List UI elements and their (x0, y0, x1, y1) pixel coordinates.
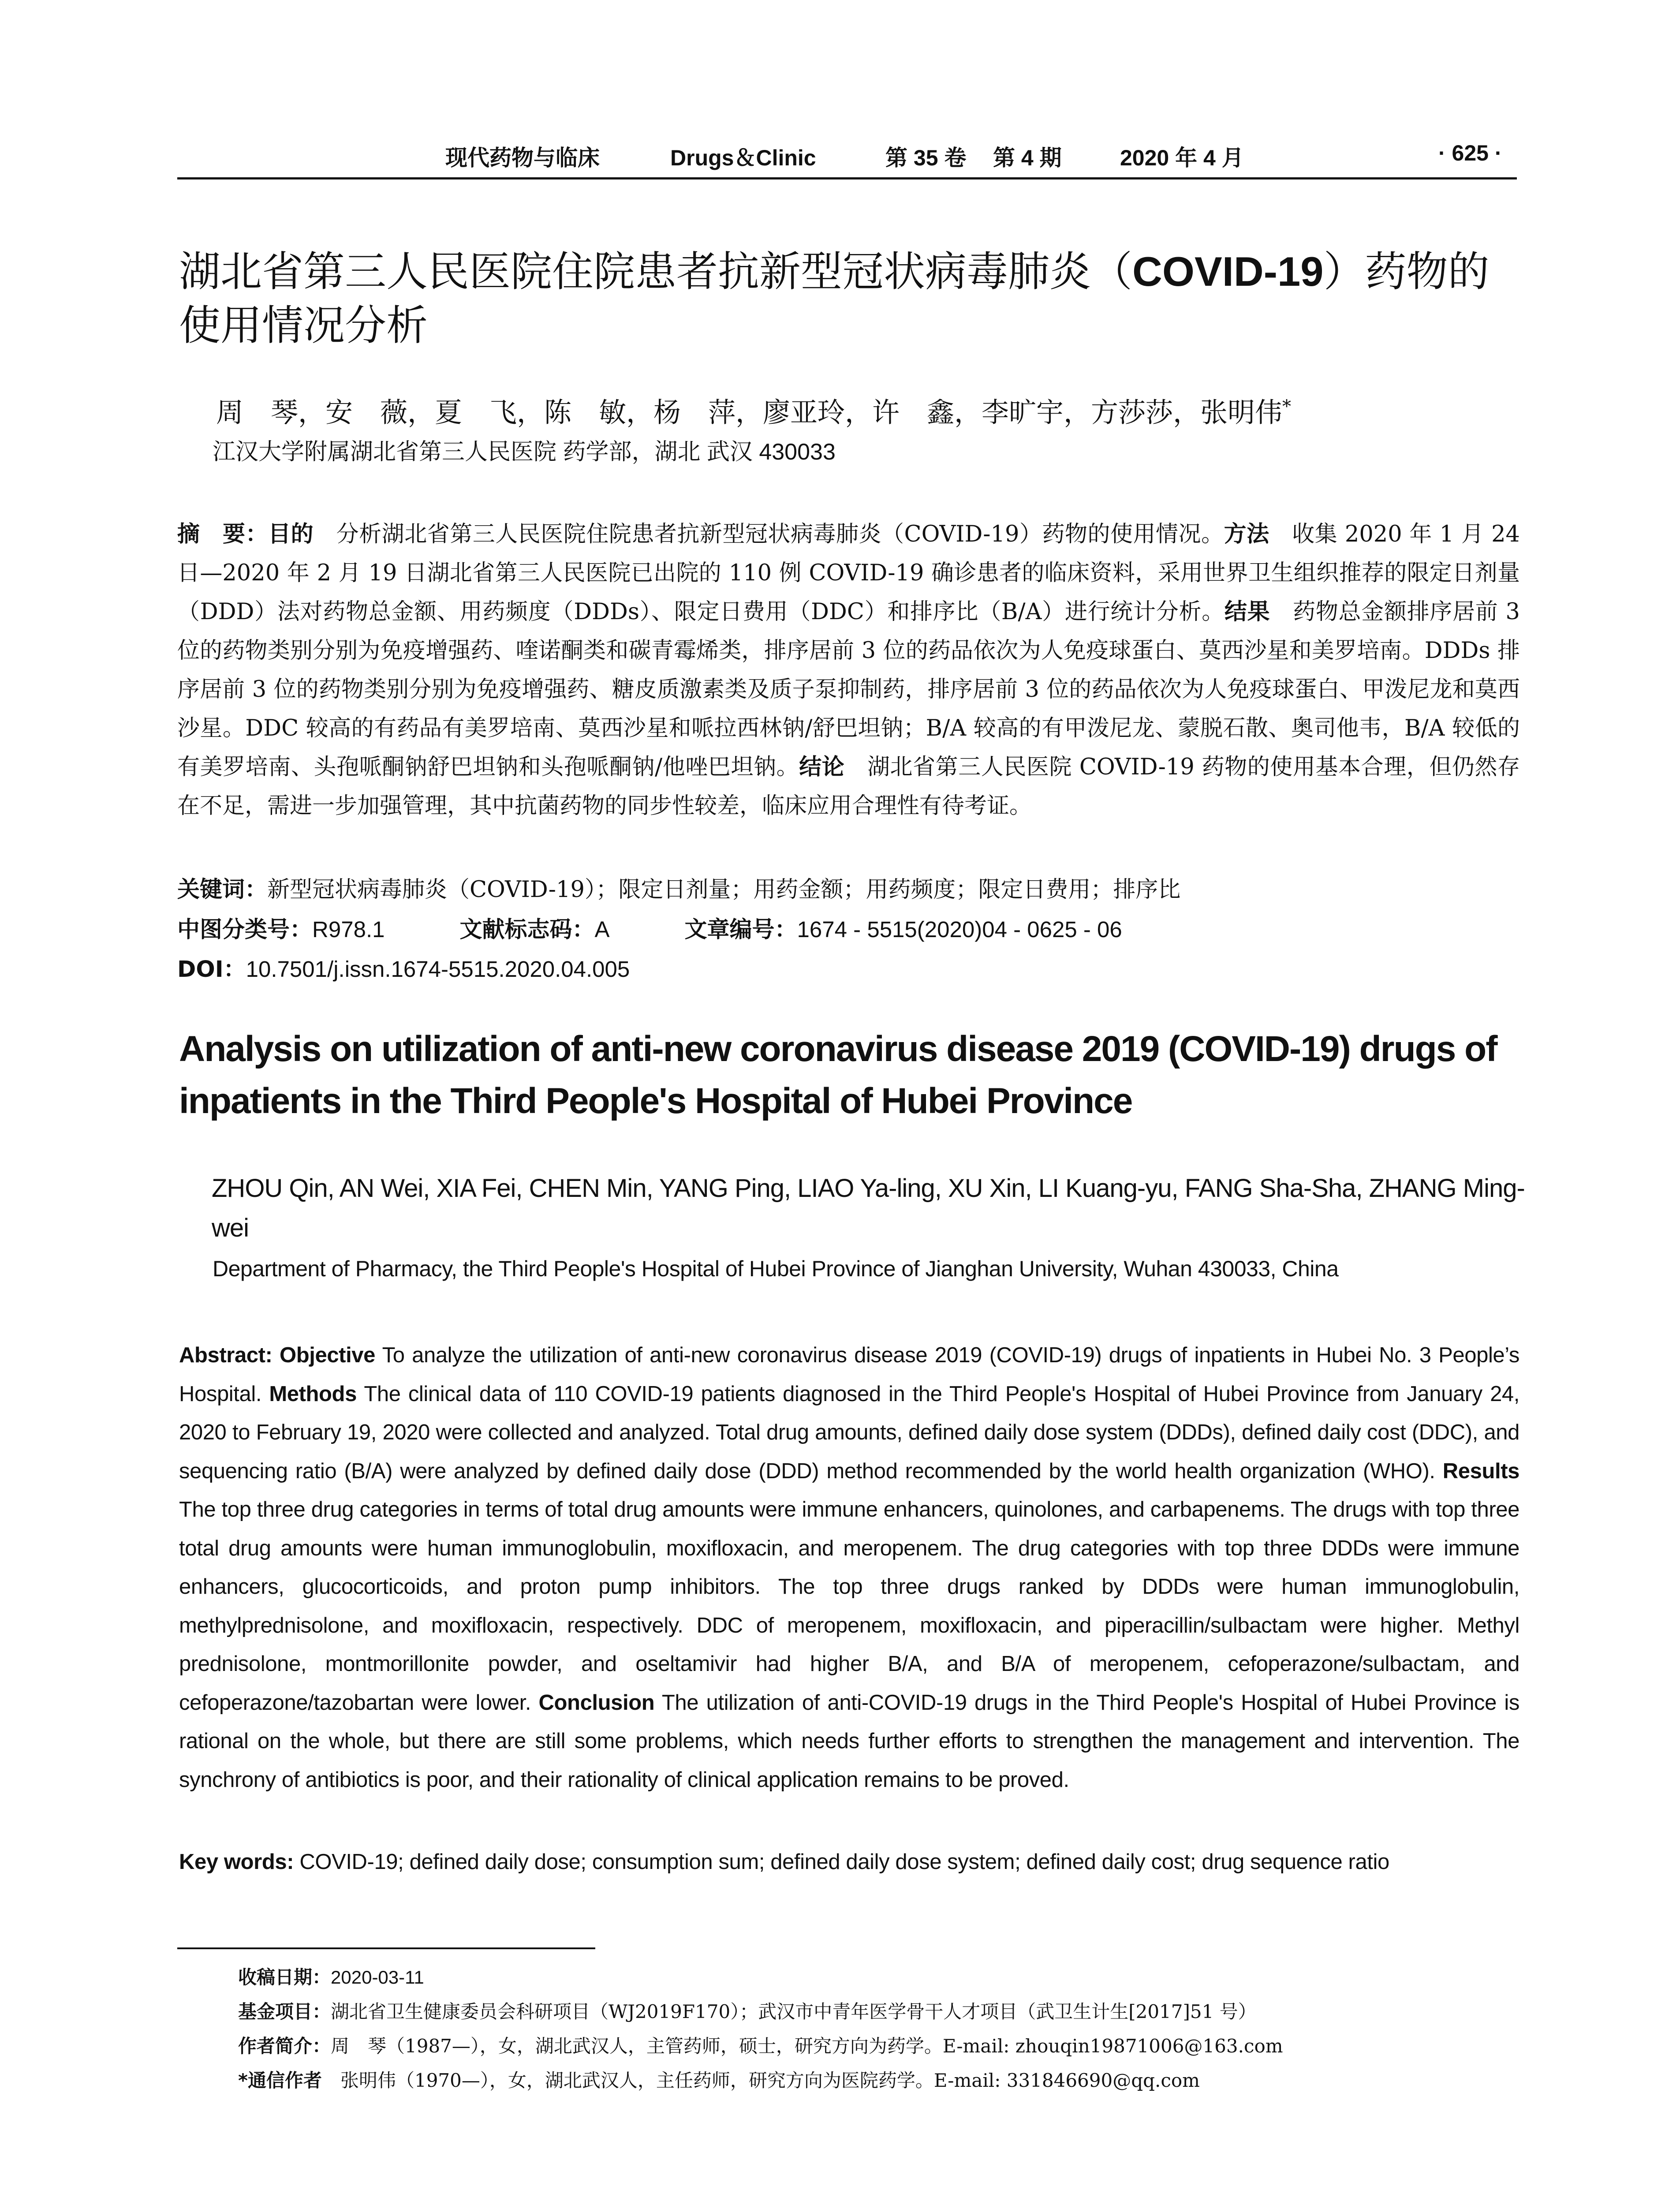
en-objective-text: To analyze the utilization of anti-new coronavirus disease 2019 (COVID-19) drugs of inpatients in Hubei No. 3 People’s Hospital. (179, 1343, 1519, 1406)
en-keywords (179, 1844, 1519, 1880)
cn-keywords-label: 关键词： (177, 877, 268, 903)
en-affiliation: Department of Pharmacy, the Third People's Hospital of Hubei Province of Jianghan University, Wuhan 430033, China (213, 1256, 1339, 1281)
author-bio-label: 作者简介： (238, 2035, 331, 2057)
article-no-value: 1674 - 5515(2020)04 - 0625 - 06 (797, 917, 1122, 942)
cn-methods-label: 方法 (1224, 521, 1269, 547)
en-methods-label: Methods (269, 1382, 357, 1406)
en-authors: ZHOU Qin, AN Wei, XIA Fei, CHEN Min, YANG Ping, LIAO Ya-ling, XU Xin, LI Kuang-yu, FANG Sha-Sha, ZHANG Ming-wei (212, 1174, 1525, 1242)
header-page-number: · 625 · (1438, 141, 1502, 165)
en-conclusion-text: The utilization of anti-COVID-19 drugs in the Third People's Hospital of Hubei Province is rational on the whole, but there are still some problems, which needs further efforts to strengthen the management and intervention. The synchrony of antibiotics is poor, and their rationality of clinical application remains to be proved. (179, 1690, 1520, 1792)
received-label: 收稿日期： (238, 1966, 331, 1988)
cn-conclusion-text: 湖北省第三人民医院 COVID-19 药物的使用基本合理，但仍然存在不足，需进一步加强管理，其中抗菌药物的同步性较差，临床应用合理性有待考证。 (177, 754, 1520, 819)
doc-code-label: 文献标志码： (459, 917, 595, 943)
cn-results-text: 药物总金额排序居前 3 位的药物类别分别为免疫增强药、喹诺酮类和碳青霉烯类，排序居前 3 位的药品依次为人免疫球蛋白、莫西沙星和美罗培南。DDDs 排序居前 3 位的药物类别分别为免疫增强药、糖皮质激素类及质子泵抑制药，排序居前 3 位的药品依次为人免疫球蛋白、甲泼尼龙和莫西沙星。DDC 较高的有药品有美罗培南、莫西沙星和哌拉西林钠/舒巴坦钠；B/A 较高的有甲泼尼龙、蒙脱石散、奥司他韦，B/A 较低的有美罗培南、头孢哌酮钠舒巴坦钠和头孢哌酮钠/他唑巴坦钠。 (177, 599, 1520, 780)
clc-value: R978.1 (312, 917, 385, 942)
en-results-text: The top three drug categories in terms of total drug amounts were immune enhancers, quinolones, and carbapenems. The drugs with top three total drug amounts were human immunoglobulin, moxifloxacin, and meropenem. The drug categories with top three DDDs were immune enhancers, glucocorticoids, and proton pump inhibitors. The top three drugs ranked by DDDs were human immunoglobulin, methylprednisolone, and moxifloxacin, respectively. DDC of meropenem, moxifloxacin, and piperacillin/sulbactam were higher. Methyl prednisolone, montmorillonite powder, and oseltamivir had higher B/A, and B/A of meropenem, cefoperazone/sulbactam, and cefoperazone/tazobartan were lower. (179, 1498, 1519, 1715)
header-journal-en: Drugs＆Clinic (670, 146, 816, 170)
footnote-rule (177, 1947, 595, 1949)
cn-abstract-label: 摘 要： (177, 521, 269, 547)
en-conclusion-label: Conclusion (538, 1690, 655, 1715)
cn-title-part2: ）药物的使用情况分析 (179, 248, 1490, 350)
fund-label: 基金项目： (238, 2001, 331, 2022)
en-methods-text: The clinical data of 110 COVID-19 patients diagnosed in the Third People's Hospital of Hubei Province from January 24, 2020 to February 19, 2020 were collected and analyzed. Total drug amounts, defined daily dose system (DDDs), defined daily cost (DDC), and sequencing ratio (B/A) were analyzed by defined daily dose (DDD) method recommended by the world health organization (WHO). (179, 1382, 1519, 1483)
corresponding-value: 张明伟（1970—），女，湖北武汉人，主任药师，研究方向为医院药学。E-mail: 331846690@qq.com (321, 2070, 1200, 2091)
header-volume: 第 35 卷 (885, 146, 967, 170)
cn-methods-text: 收集 2020 年 1 月 24 日—2020 年 2 月 19 日湖北省第三人民医院已出院的 110 例 COVID-19 确诊患者的临床资料，采用世界卫生组织推荐的限定日剂量（DDD）法对药物总金额、用药频度（DDDs）、限定日费用（DDC）和排序比（B/A）进行统计分析。 (177, 521, 1520, 625)
en-abstract (179, 1336, 1519, 1799)
clc-label: 中图分类号： (177, 917, 313, 943)
doi-line (177, 952, 1520, 987)
en-title: Analysis on utilization of anti-new coronavirus disease 2019 (COVID-19) drugs of inpatients in the Third People's Hospital of Hubei Province (179, 1029, 1497, 1121)
cn-results-label: 结果 (1224, 599, 1270, 625)
en-results-label: Results (1442, 1459, 1519, 1483)
cn-affiliation: 江汉大学附属湖北省第三人民医院 药学部，湖北 武汉 430033 (213, 439, 836, 465)
corresponding-author-mark: * (1282, 396, 1292, 417)
footnote-author (238, 2033, 1517, 2059)
cn-keywords (177, 872, 1520, 908)
cn-classification-line (177, 912, 1520, 948)
cn-conclusion-label: 结论 (799, 754, 845, 780)
header-date: 2020 年 4 月 (1120, 146, 1244, 170)
article-no-label: 文章编号： (684, 917, 797, 943)
doc-code-value: A (594, 917, 610, 942)
en-keywords-text: COVID-19; defined daily dose; consumption sum; defined daily dose system; defined daily cost; drug sequence ratio (299, 1850, 1389, 1874)
header-rule (177, 177, 1517, 179)
footnote-fund (238, 1999, 1517, 2025)
cn-objective-text: 分析湖北省第三人民医院住院患者抗新型冠状病毒肺炎（COVID-19）药物的使用情况。 (314, 521, 1224, 547)
received-value: 2020-03-11 (331, 1967, 424, 1988)
cn-objective-label: 目的 (268, 521, 314, 547)
footnote-received (238, 1964, 1517, 1991)
doi-label: DOI： (177, 957, 246, 983)
corresponding-label: *通信作者 (238, 2070, 322, 2091)
doi-value: 10.7501/j.issn.1674-5515.2020.04.005 (246, 957, 630, 982)
cn-title (179, 245, 1524, 353)
cn-title-latin: COVID-19 (1132, 248, 1324, 295)
cn-author-list: 周 琴，安 薇，夏 飞，陈 敏，杨 萍，廖亚玲，许 鑫，李旷宇，方莎莎，张明伟 (216, 396, 1283, 429)
cn-abstract (177, 515, 1520, 826)
en-objective-label: Objective (280, 1343, 376, 1367)
cn-keywords-text: 新型冠状病毒肺炎（COVID-19）；限定日剂量；用药金额；用药频度；限定日费用；排序比 (267, 877, 1181, 903)
en-abstract-label: Abstract: (179, 1343, 280, 1367)
header-journal-cn: 现代药物与临床 (445, 145, 600, 171)
author-bio-value: 周 琴（1987—），女，湖北武汉人，主管药师，硕士，研究方向为药学。E-mail: zhouqin19871006@163.com (331, 2035, 1283, 2057)
header-issue: 第 4 期 (993, 146, 1062, 170)
cn-title-part1: 湖北省第三人民医院住院患者抗新型冠状病毒肺炎（ (179, 248, 1133, 296)
en-keywords-label: Key words: (179, 1850, 300, 1874)
footnote-corresponding (238, 2067, 1517, 2094)
fund-value: 湖北省卫生健康委员会科研项目（WJ2019F170）；武汉市中青年医学骨干人才项目（武卫生计生[2017]51 号） (331, 2001, 1257, 2022)
cn-authors (216, 389, 1495, 430)
